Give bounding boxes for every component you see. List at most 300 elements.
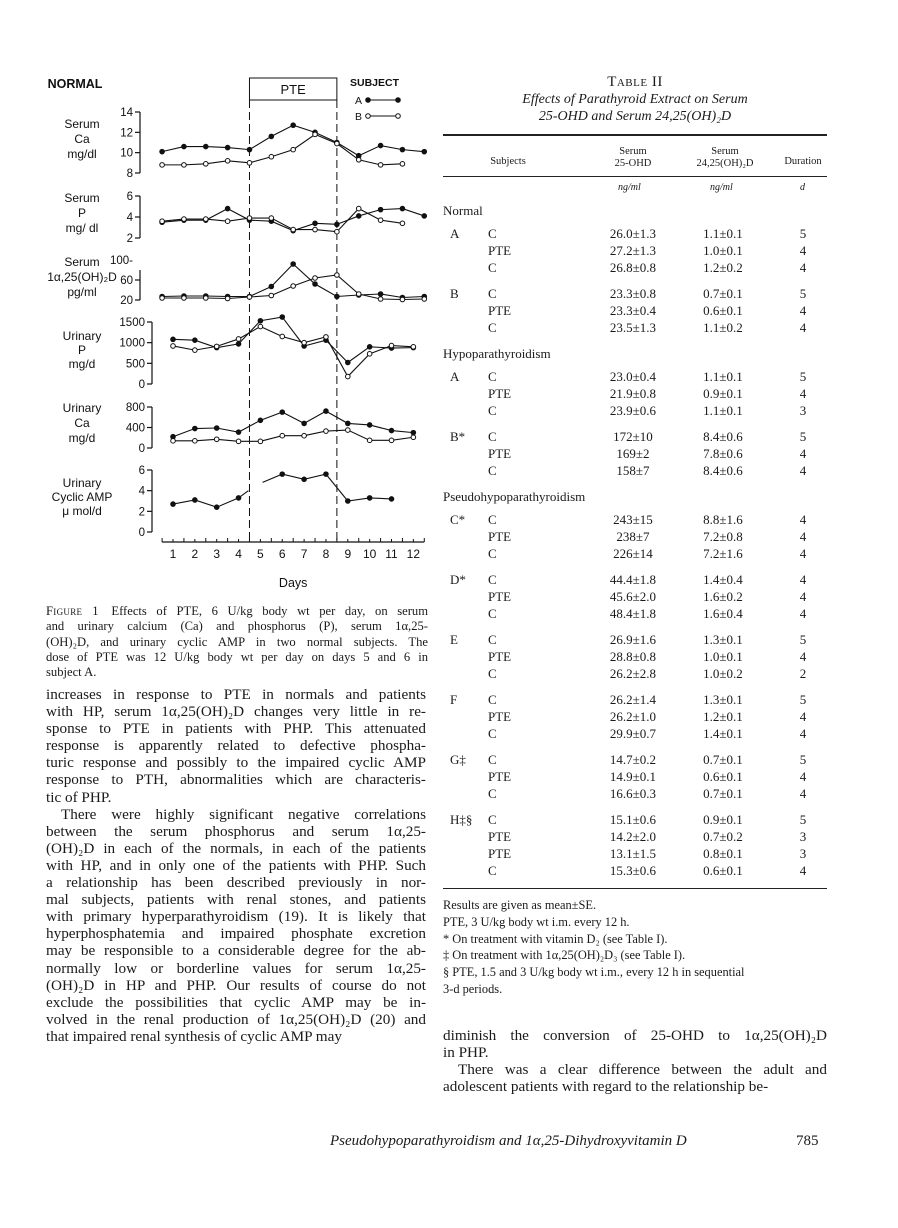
- body-text-line: (OH)₂D in HP and PHP. Our results of course do not: [46, 976, 426, 994]
- units-duration: d: [800, 182, 805, 193]
- body-text-line: turic response and possibly to the impaired cyclic AMP: [46, 754, 426, 772]
- data-point-B: [335, 141, 340, 146]
- serum-25ohd-value: 23.0±0.4: [609, 369, 657, 384]
- y-tick-label: 8: [126, 168, 133, 180]
- data-point-A: [236, 342, 241, 347]
- panel-urinary-p-label: Urinary: [62, 329, 102, 343]
- serum-25ohd-value: 13.1±1.5: [609, 846, 657, 861]
- panel-serum-ca-label: Ca: [74, 132, 90, 146]
- table-row: [443, 303, 827, 320]
- serum-25ohd-value: 15.3±0.6: [609, 863, 657, 878]
- table-row: [443, 260, 827, 277]
- data-point-B: [367, 438, 372, 443]
- group-label: E: [450, 632, 458, 647]
- panel-urinary-camp-label: Cyclic AMP: [51, 490, 113, 504]
- serum-25ohd-value: 28.8±0.8: [609, 649, 657, 664]
- legend-marker: [366, 114, 371, 119]
- group-label: A: [450, 369, 460, 384]
- condition: C: [488, 226, 497, 241]
- caption-text: subject A.: [46, 665, 97, 680]
- series-B-line-urinary-p: [173, 327, 413, 377]
- panel-serum-d-label: Serum: [64, 255, 100, 269]
- table-header-rule: [443, 176, 827, 177]
- data-point-A: [422, 149, 427, 154]
- header-25ohd: [593, 146, 673, 170]
- serum-24-25-value: 7.2±1.6: [703, 546, 743, 561]
- table-row: [443, 546, 827, 563]
- data-point-B: [280, 433, 285, 438]
- serum-25ohd-value: 26.2±1.4: [609, 692, 657, 707]
- x-tick-label: 7: [300, 547, 308, 561]
- serum-24-25-value: 1.1±0.2: [703, 320, 743, 335]
- serum-25ohd-value: 23.9±0.6: [609, 403, 657, 418]
- data-point-A: [389, 497, 394, 502]
- table-row: [443, 752, 827, 769]
- serum-24-25-value: 1.4±0.4: [703, 572, 743, 587]
- serum-25ohd-value: 238±7: [616, 529, 650, 544]
- data-point-A: [225, 145, 230, 150]
- table-row: [443, 529, 827, 546]
- data-point-B: [160, 163, 165, 168]
- y-tick-label: 500: [125, 358, 145, 371]
- table-top-rule: [443, 134, 827, 136]
- data-point-B: [400, 297, 405, 302]
- data-point-A: [324, 472, 329, 477]
- data-point-A: [356, 214, 361, 219]
- serum-24-25-value: 1.2±0.1: [703, 709, 743, 724]
- condition: C: [488, 403, 497, 418]
- panel-serum-ca-label: Serum: [64, 117, 100, 131]
- serum-24-25-value: 0.9±0.1: [703, 812, 743, 827]
- condition: PTE: [488, 529, 512, 544]
- group-label: C*: [450, 512, 466, 527]
- y-tick-label: 800: [125, 402, 145, 414]
- duration-value: 4: [799, 726, 807, 741]
- data-point-B: [214, 437, 219, 442]
- table-row: [443, 463, 827, 480]
- series-B-line-serum-ca: [162, 134, 402, 165]
- data-point-B: [335, 229, 340, 234]
- data-point-B: [378, 163, 383, 168]
- serum-24-25-value: 0.9±0.1: [703, 386, 743, 401]
- condition: C: [488, 546, 497, 561]
- serum-24-25-value: 8.8±1.6: [703, 512, 743, 527]
- group-label: B: [450, 286, 459, 301]
- table-row: [443, 769, 827, 786]
- data-point-A: [193, 498, 198, 503]
- caption-text: (OH)₂D, and urinary cyclic AMP in two normal subjects. The: [46, 634, 428, 649]
- data-point-A: [160, 149, 165, 154]
- serum-24-25-value: 0.7±0.1: [703, 786, 743, 801]
- legend-label: A: [355, 95, 363, 107]
- group-label: B*: [450, 429, 466, 444]
- data-point-A: [302, 421, 307, 426]
- data-point-A: [378, 143, 383, 148]
- data-point-B: [225, 219, 230, 224]
- duration-value: 4: [799, 446, 807, 461]
- data-point-B: [378, 218, 383, 223]
- serum-25ohd-value: 26.8±0.8: [609, 260, 657, 275]
- duration-value: 2: [799, 666, 807, 681]
- caption-label: Figure 1: [46, 604, 99, 618]
- caption-line: [46, 635, 428, 650]
- condition: C: [488, 726, 497, 741]
- y-tick-label: 10: [120, 147, 133, 160]
- condition: PTE: [488, 709, 512, 724]
- y-tick-label: 1500: [119, 317, 145, 329]
- data-point-B: [400, 221, 405, 226]
- panel-urinary-ca-label: mg/d: [68, 431, 96, 445]
- condition: PTE: [488, 769, 512, 784]
- y-tick-label: 400: [125, 422, 145, 435]
- body-text-column-left: [46, 686, 426, 1045]
- duration-value: 4: [799, 243, 807, 258]
- y-tick-label: 0: [138, 527, 145, 539]
- chart-title: NORMAL: [47, 77, 103, 91]
- data-point-B: [269, 293, 274, 298]
- serum-25ohd-value: 26.2±2.8: [609, 666, 657, 681]
- data-point-B: [247, 295, 252, 300]
- data-point-A: [313, 282, 318, 287]
- duration-value: 3: [799, 403, 807, 418]
- duration-value: 4: [799, 606, 807, 621]
- data-point-B: [258, 439, 263, 444]
- condition: C: [488, 752, 497, 767]
- duration-value: 4: [799, 320, 807, 335]
- treatment-label: PTE: [280, 82, 306, 97]
- legend-marker: [396, 114, 401, 119]
- condition: C: [488, 692, 497, 707]
- table-row: [443, 446, 827, 463]
- condition: C: [488, 286, 497, 301]
- duration-value: 4: [799, 386, 807, 401]
- table-row: [443, 632, 827, 649]
- units-25ohd: ng/ml: [618, 182, 641, 193]
- table-row: [443, 512, 827, 529]
- data-point-B: [324, 335, 329, 340]
- data-point-A: [280, 315, 285, 320]
- x-tick-label: 8: [322, 547, 330, 561]
- data-point-A: [258, 418, 263, 423]
- body-text-line: with primary hyperparathyroidism (19). It is likely that: [46, 908, 426, 926]
- condition: C: [488, 606, 497, 621]
- y-tick-label: 20: [120, 295, 133, 307]
- x-tick-label: 3: [213, 547, 221, 561]
- y-tick-label: 2: [138, 506, 145, 519]
- data-point-A: [346, 421, 351, 426]
- y-tick-label: 6: [138, 465, 145, 477]
- condition: C: [488, 863, 497, 878]
- header-duration: Duration: [784, 156, 822, 167]
- table-row: [443, 786, 827, 803]
- y-tick-label: 60: [120, 275, 133, 287]
- serum-24-25-value: 8.4±0.6: [703, 463, 743, 478]
- condition: PTE: [488, 829, 512, 844]
- panel-serum-p-label: P: [77, 206, 87, 220]
- data-point-B: [193, 439, 198, 444]
- duration-value: 4: [799, 786, 807, 801]
- table-label: Table II: [607, 74, 663, 90]
- data-point-B: [171, 344, 176, 349]
- body-text-line: with HP, and in only one of the patients with PHP. Such: [46, 856, 426, 874]
- data-point-B: [160, 219, 165, 224]
- body-text-line: normally low or borderline values for serum 1α,25-: [46, 959, 426, 977]
- duration-value: 4: [799, 572, 807, 587]
- table-note: PTE, 3 U/kg body wt i.m. every 12 h.: [443, 914, 630, 929]
- data-point-A: [214, 426, 219, 431]
- serum-25ohd-value: 45.6±2.0: [609, 589, 657, 604]
- data-point-B: [378, 297, 383, 302]
- table-note: Results are given as mean±SE.: [443, 898, 597, 912]
- data-point-B: [335, 273, 340, 278]
- body-text-line: tic of PHP.: [46, 788, 112, 806]
- duration-value: 4: [799, 512, 807, 527]
- data-point-B: [313, 132, 318, 137]
- data-point-B: [182, 217, 187, 222]
- serum-25ohd-value: 158±7: [616, 463, 650, 478]
- body-text-line: hyperphosphatemia and impaired phosphate excretion: [46, 925, 426, 943]
- data-point-B: [193, 348, 198, 353]
- data-point-A: [203, 144, 208, 149]
- duration-value: 4: [799, 589, 807, 604]
- serum-25ohd-value: 169±2: [616, 446, 650, 461]
- serum-24-25-value: 8.4±0.6: [703, 429, 743, 444]
- table-row: [443, 726, 827, 743]
- body-text-line: a relationship has been described previously in nor-: [46, 874, 426, 892]
- x-tick-label: 10: [362, 547, 377, 561]
- duration-value: 3: [799, 846, 807, 861]
- body-text-line: in PHP.: [443, 1044, 489, 1062]
- data-point-B: [346, 428, 351, 433]
- duration-value: 4: [799, 260, 807, 275]
- table-row: [443, 692, 827, 709]
- data-point-B: [389, 438, 394, 443]
- serum-25ohd-value: 21.9±0.8: [609, 386, 657, 401]
- table-row: [443, 369, 827, 386]
- serum-24-25-value: 1.3±0.1: [703, 692, 743, 707]
- serum-25ohd-value: 44.4±1.8: [609, 572, 657, 587]
- group-label: F: [450, 692, 458, 707]
- table-note: ‡ On treatment with 1α,25(OH)₂D₃ (see Table I).: [443, 948, 686, 963]
- data-point-A: [193, 338, 198, 343]
- data-point-A: [236, 496, 241, 501]
- data-point-A: [346, 499, 351, 504]
- body-text-line: increases in response to PTE in normals and patients: [46, 686, 426, 703]
- data-point-A: [389, 428, 394, 433]
- data-point-A: [291, 123, 296, 128]
- data-point-B: [291, 284, 296, 289]
- data-point-B: [411, 345, 416, 350]
- table-note: 3-d periods.: [443, 981, 503, 996]
- data-point-B: [203, 162, 208, 167]
- condition: C: [488, 260, 497, 275]
- page-number: 785: [796, 1133, 819, 1149]
- series-A-line-urinary-ca: [173, 411, 413, 437]
- body-text-line: sponse to PTE in patients with PHP. This attenuated: [46, 720, 426, 738]
- data-point-B: [313, 227, 318, 232]
- data-point-A: [335, 222, 340, 227]
- data-point-B: [258, 324, 263, 329]
- data-point-A: [247, 147, 252, 152]
- table-row: [443, 320, 827, 337]
- data-point-B: [214, 344, 219, 349]
- caption-text: and urinary calcium (Ca) and phosphorus (P), serum 1α,25-: [46, 619, 428, 634]
- legend-label: B: [355, 111, 363, 123]
- y-tick-label: 4: [138, 485, 145, 498]
- data-point-A: [269, 134, 274, 139]
- duration-value: 5: [799, 429, 807, 444]
- data-point-A: [182, 144, 187, 149]
- duration-value: 4: [799, 303, 807, 318]
- group-label: H‡§: [450, 812, 473, 827]
- serum-24-25-value: 1.1±0.1: [703, 226, 743, 241]
- legend-title: SUBJECT: [350, 77, 400, 89]
- series-A-line-serum-d: [162, 264, 424, 298]
- table-row: [443, 429, 827, 446]
- body-text-line: response to PTH, abnormalities which are characteris-: [46, 771, 426, 789]
- serum-25ohd-value: 14.7±0.2: [609, 752, 657, 767]
- serum-24-25-value: 0.6±0.1: [703, 303, 743, 318]
- header-line: Serum: [619, 146, 647, 157]
- body-text-line: may be responsible to a considerable degree for the ab-: [46, 942, 426, 960]
- panel-urinary-ca-label: Ca: [74, 416, 90, 430]
- header-line: 24,25(OH)₂D: [696, 158, 754, 169]
- y-tick-label: 100-: [109, 255, 133, 267]
- table-row: [443, 403, 827, 420]
- serum-25ohd-value: 23.5±1.3: [609, 320, 657, 335]
- serum-24-25-value: 1.0±0.1: [703, 243, 743, 258]
- section-heading: [443, 346, 827, 363]
- x-tick-label: 5: [257, 547, 264, 561]
- table-note: § PTE, 1.5 and 3 U/kg body wt i.m., every 12 h in sequential: [443, 965, 745, 980]
- panel-serum-d-label: pg/ml: [67, 285, 97, 299]
- y-tick-label: 12: [120, 127, 133, 140]
- condition: C: [488, 429, 497, 444]
- serum-25ohd-value: 14.2±2.0: [609, 829, 657, 844]
- data-point-A: [225, 206, 230, 211]
- panel-serum-ca-label: mg/dl: [67, 147, 97, 161]
- x-axis-label: Days: [278, 576, 308, 590]
- serum-25ohd-value: 172±10: [613, 429, 653, 444]
- caption-text: Effects of PTE, 6 U/kg body wt per day, on serum: [111, 604, 428, 618]
- y-tick-label: 6: [126, 191, 133, 203]
- data-point-B: [236, 439, 241, 444]
- y-tick-label: 1000: [119, 337, 145, 350]
- table-row: [443, 606, 827, 623]
- group-label: D*: [450, 572, 466, 587]
- condition: C: [488, 369, 497, 384]
- data-point-B: [203, 296, 208, 301]
- panel-urinary-camp-label: Urinary: [62, 476, 102, 490]
- duration-value: 4: [799, 709, 807, 724]
- section-title: Pseudohypoparathyroidism: [443, 489, 586, 504]
- data-point-A: [313, 221, 318, 226]
- data-point-B: [225, 296, 230, 301]
- panel-urinary-ca-label: Urinary: [62, 401, 102, 415]
- header-24-25: [680, 146, 770, 170]
- serum-24-25-value: 1.1±0.1: [703, 369, 743, 384]
- body-text-line: volved in the renal production of 1α,25(OH)₂D (20) and: [46, 1010, 426, 1028]
- caption-line: [46, 619, 428, 634]
- duration-value: 3: [799, 829, 807, 844]
- data-point-B: [160, 296, 165, 301]
- serum-24-25-value: 1.0±0.2: [703, 666, 743, 681]
- data-point-B: [324, 429, 329, 434]
- duration-value: 4: [799, 463, 807, 478]
- body-text-line: that impaired renal synthesis of cyclic AMP may: [46, 1027, 342, 1045]
- data-point-B: [356, 157, 361, 162]
- table-row: [443, 386, 827, 403]
- data-point-B: [389, 343, 394, 348]
- condition: C: [488, 512, 497, 527]
- data-point-A: [269, 284, 274, 289]
- data-point-A: [367, 423, 372, 428]
- data-point-B: [280, 334, 285, 339]
- table-row: [443, 572, 827, 589]
- data-point-A: [280, 472, 285, 477]
- group-label: A: [450, 226, 460, 241]
- data-point-A: [236, 430, 241, 435]
- section-heading: [443, 489, 827, 506]
- table-notes: [443, 897, 833, 998]
- x-tick-label: 1: [169, 547, 177, 561]
- data-point-A: [324, 409, 329, 414]
- serum-25ohd-value: 23.3±0.8: [609, 286, 657, 301]
- x-tick-label: 9: [344, 547, 352, 561]
- data-point-A: [378, 207, 383, 212]
- running-title: Pseudohypoparathyroidism and 1α,25-Dihydroxyvitamin D: [330, 1133, 687, 1149]
- serum-25ohd-value: 48.4±1.8: [609, 606, 657, 621]
- table-row: [443, 812, 827, 829]
- serum-24-25-value: 1.2±0.2: [703, 260, 743, 275]
- body-text-line: There was a clear difference between the adult and: [458, 1061, 827, 1079]
- table-row: [443, 589, 827, 606]
- condition: PTE: [488, 589, 512, 604]
- serum-25ohd-value: 26.9±1.6: [609, 632, 657, 647]
- body-text-line: between the serum phosphorus and serum 1α,25-: [46, 822, 426, 840]
- serum-25ohd-value: 16.6±0.3: [609, 786, 657, 801]
- panel-urinary-p-label: P: [77, 343, 87, 357]
- table-note: * On treatment with vitamin D₂ (see Table I).: [443, 931, 668, 946]
- condition: PTE: [488, 386, 512, 401]
- data-point-A: [258, 318, 263, 323]
- x-tick-label: 4: [235, 547, 242, 561]
- header-line: Serum: [711, 146, 739, 157]
- data-point-B: [302, 340, 307, 345]
- table-row: [443, 846, 827, 863]
- duration-value: 4: [799, 529, 807, 544]
- serum-25ohd-value: 26.0±1.3: [609, 226, 657, 241]
- data-point-A: [302, 477, 307, 482]
- legend-marker: [366, 98, 371, 103]
- data-point-B: [291, 147, 296, 152]
- condition: C: [488, 320, 497, 335]
- figure-1-chart: [0, 0, 450, 600]
- table-row: [443, 829, 827, 846]
- data-point-B: [182, 296, 187, 301]
- data-point-A: [400, 206, 405, 211]
- table-caption-line: 25-OHD and Serum 24,25(OH)₂D: [538, 109, 732, 124]
- serum-25ohd-value: 23.3±0.4: [609, 303, 657, 318]
- caption-line: [46, 665, 428, 680]
- condition: C: [488, 786, 497, 801]
- panel-serum-d-label: 1α,25(OH)₂D: [47, 270, 117, 284]
- caption-line: [46, 604, 428, 619]
- serum-25ohd-value: 26.2±1.0: [609, 709, 657, 724]
- data-point-A: [346, 360, 351, 365]
- data-point-B: [203, 217, 208, 222]
- data-point-B: [291, 227, 296, 232]
